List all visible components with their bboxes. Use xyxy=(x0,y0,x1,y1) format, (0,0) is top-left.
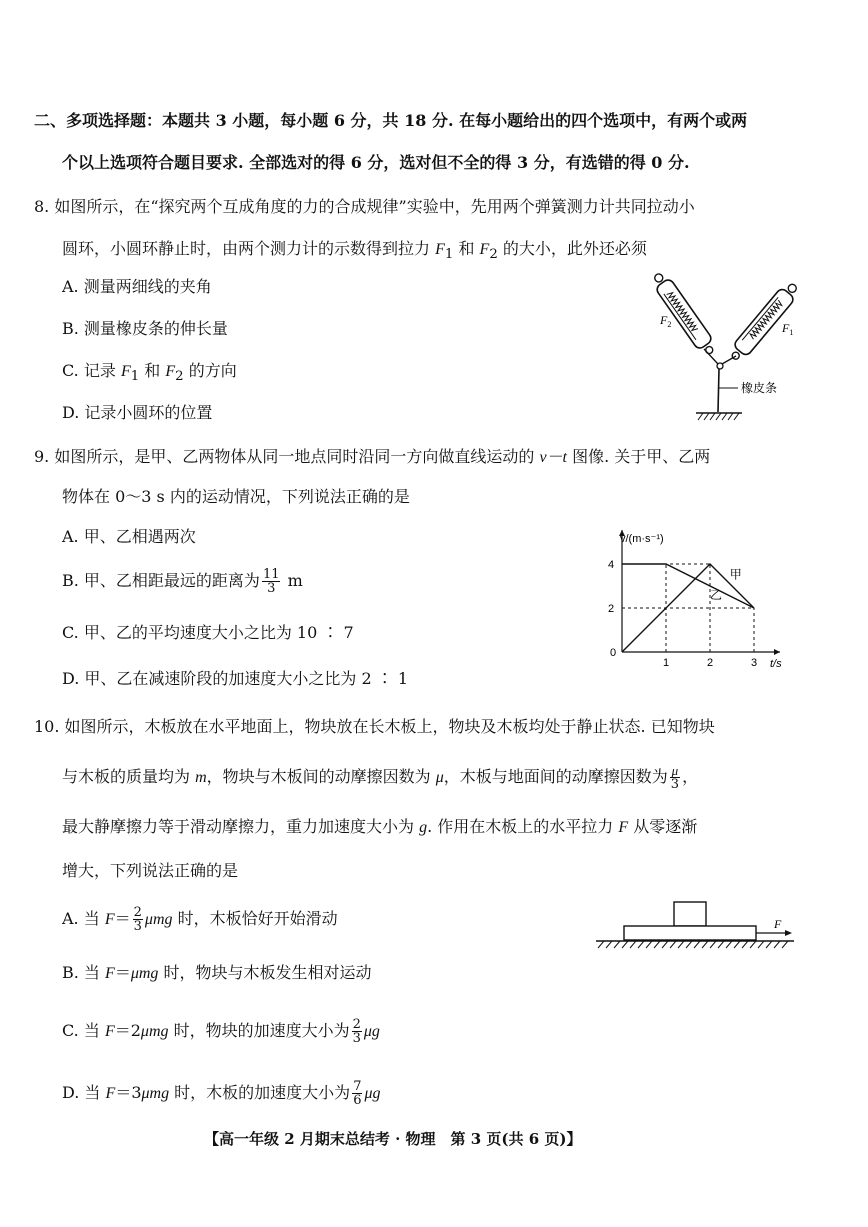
q8-option-c[interactable]: C. 记录 $F_1$ 和 $F_2$ 的方向 xyxy=(62,361,237,385)
ytick-2: 2 xyxy=(608,603,615,615)
small-ring xyxy=(717,363,723,369)
q10-stem-line2: 与木板的质量均为 m，物块与木板间的动摩擦因数为 μ，木板与地面间的动摩擦因数为 $\frac{\mu}{3}$ ， xyxy=(62,763,699,792)
q9-option-b[interactable]: B. 甲、乙相距最远的距离为 $\frac{11}{3}$ m xyxy=(62,567,303,596)
board xyxy=(624,926,756,940)
ytick-4: 4 xyxy=(608,559,615,571)
q8-option-a[interactable]: A. 测量两细线的夹角 xyxy=(62,277,212,296)
label-f: F xyxy=(774,917,782,931)
q10-option-d[interactable]: D. 当 F＝3μmg 时，木板的加速度大小为 $\frac{7}{6}$ μg xyxy=(62,1079,381,1108)
q10-option-a[interactable]: A. 当 F＝ $\frac{2}{3}$ μmg 时，木板恰好开始滑动 xyxy=(62,905,338,934)
series-label-jia: 甲 xyxy=(729,567,742,582)
xtick-3: 3 xyxy=(751,657,758,669)
label-f1: $F_1$ xyxy=(782,321,794,337)
q10-stem-line4: 增大，下列说法正确的是 xyxy=(62,861,239,880)
q9-option-c[interactable]: C. 甲、乙的平均速度大小之比为 10 ∶ 7 xyxy=(62,623,354,642)
q9-stem-line1: 9. 如图所示，是甲、乙两物体从同一地点同时沿同一方向做直线运动的 v－t 图像. 关于甲、乙两 xyxy=(34,447,711,466)
x-axis-label: t/s xyxy=(770,658,782,670)
page-footer: 【高一年级 2 月期末总结考 · 物理 第 3 页(共 6 页)】 xyxy=(204,1130,582,1148)
q10-stem-line3: 最大静摩擦力等于滑动摩擦力，重力加速度大小为 g. 作用在木板上的水平拉力 F 从零逐渐 xyxy=(62,817,698,836)
q10-option-b[interactable]: B. 当 F＝μmg 时，物块与木板发生相对运动 xyxy=(62,963,372,982)
xtick-2: 2 xyxy=(707,657,714,669)
q10-stem-line1: 10. 如图所示，木板放在水平地面上，物块放在长木板上，物块及木板均处于静止状态. 已知物块 xyxy=(34,717,715,736)
q9-stem-line2: 物体在 0～3 s 内的运动情况，下列说法正确的是 xyxy=(62,487,410,506)
q9-option-a[interactable]: A. 甲、乙相遇两次 xyxy=(62,527,196,546)
xtick-1: 1 xyxy=(663,657,670,669)
label-f2: $F_2$ xyxy=(660,313,672,329)
q8-option-d[interactable]: D. 记录小圆环的位置 xyxy=(62,403,213,422)
origin-label: 0 xyxy=(610,647,617,659)
q8-stem-line2: 圆环，小圆环静止时，由两个测力计的示数得到拉力 $F_1$ 和 $F_2$ 的大小，此外还必须 xyxy=(62,239,647,263)
label-rubber-band: 橡皮条 xyxy=(741,381,778,395)
q8-figure xyxy=(640,270,810,430)
q10-option-c[interactable]: C. 当 F＝2μmg 时，物块的加速度大小为 $\frac{2}{3}$ μg xyxy=(62,1017,380,1046)
q9-option-d[interactable]: D. 甲、乙在减速阶段的加速度大小之比为 2 ∶ 1 xyxy=(62,669,409,688)
q10-figure xyxy=(594,892,804,954)
x-axis-arrow xyxy=(774,649,780,655)
series-label-yi: 乙 xyxy=(710,588,723,603)
block xyxy=(674,902,706,926)
q8-option-b[interactable]: B. 测量橡皮条的伸长量 xyxy=(62,319,228,338)
q8-stem-line1: 8. 如图所示，在“探究两个互成角度的力的合成规律”实验中，先用两个弹簧测力计共同拉动小 xyxy=(34,197,695,216)
spring-scale-right xyxy=(727,279,802,364)
section-heading-line1: 二、多项选择题：本题共 3 小题，每小题 6 分，共 18 分. 在每小题给出的四个选项中，有两个或两 xyxy=(34,111,748,130)
section-heading-line2: 个以上选项符合题目要求. 全部选对的得 6 分，选对但不全的得 3 分，有选错的得 0 分. xyxy=(62,153,690,172)
y-axis-label: v/(m·s⁻¹) xyxy=(620,533,664,545)
q9-vt-chart xyxy=(600,520,800,670)
